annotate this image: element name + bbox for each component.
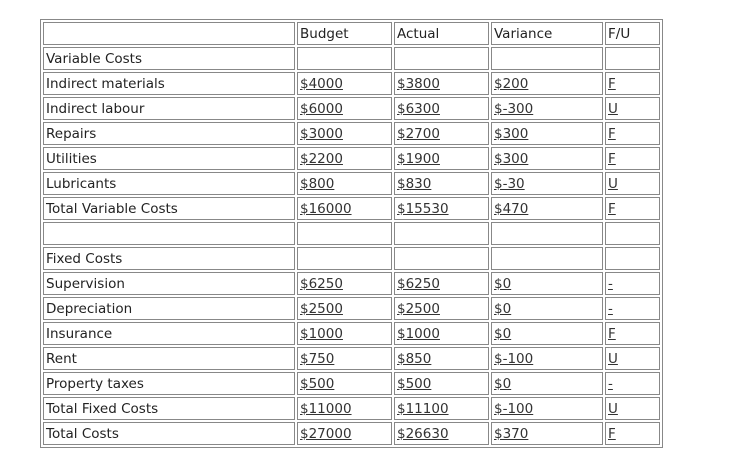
cell-variance-value: $-300 xyxy=(494,100,534,117)
cell-budget xyxy=(297,347,392,370)
cell-budget xyxy=(297,197,392,220)
table-row xyxy=(43,247,660,270)
cell-fu xyxy=(605,422,660,445)
cell-variance-value: $470 xyxy=(494,200,529,217)
cell-fu xyxy=(605,122,660,145)
cell-fu xyxy=(605,372,660,395)
cell-fu-value: F xyxy=(608,75,616,92)
cell-fu xyxy=(605,272,660,295)
cell-budget xyxy=(297,122,392,145)
cell-variance xyxy=(491,72,603,95)
cell-fu xyxy=(605,172,660,195)
header-cell-actual: Actual xyxy=(394,22,489,45)
header-cell-budget: Budget xyxy=(297,22,392,45)
table-row xyxy=(43,297,660,320)
cell-fu xyxy=(605,97,660,120)
cell-actual xyxy=(394,397,489,420)
cell-fu xyxy=(605,397,660,420)
cell-label: Repairs xyxy=(43,122,295,145)
cell-actual xyxy=(394,47,489,70)
cell-budget xyxy=(297,172,392,195)
cell-variance xyxy=(491,322,603,345)
header-cell-variance: Variance xyxy=(491,22,603,45)
table-row xyxy=(43,222,660,245)
cell-variance-value: $-30 xyxy=(494,175,525,192)
cell-fu xyxy=(605,297,660,320)
cell-label: Utilities xyxy=(43,147,295,170)
cell-fu xyxy=(605,322,660,345)
cell-budget xyxy=(297,272,392,295)
cell-label: Total Variable Costs xyxy=(43,197,295,220)
cell-actual-value: $26630 xyxy=(397,425,449,442)
cell-budget xyxy=(297,372,392,395)
table-row xyxy=(43,272,660,295)
cell-actual xyxy=(394,172,489,195)
cell-fu-value: U xyxy=(608,350,618,367)
cell-fu-value: F xyxy=(608,125,616,142)
cell-budget-value: $6000 xyxy=(300,100,343,117)
table-row xyxy=(43,72,660,95)
cell-budget-value: $2500 xyxy=(300,300,343,317)
cell-actual xyxy=(394,197,489,220)
cell-variance xyxy=(491,222,603,245)
table-row xyxy=(43,97,660,120)
cell-fu-value: - xyxy=(608,300,613,317)
cell-fu xyxy=(605,72,660,95)
cell-label: Fixed Costs xyxy=(43,247,295,270)
cell-variance xyxy=(491,297,603,320)
cell-budget-value: $750 xyxy=(300,350,335,367)
cell-label: Lubricants xyxy=(43,172,295,195)
cell-actual xyxy=(394,422,489,445)
cell-variance xyxy=(491,272,603,295)
cell-variance-value: $-100 xyxy=(494,350,534,367)
cell-label: Variable Costs xyxy=(43,47,295,70)
cell-variance xyxy=(491,172,603,195)
cell-fu-value: U xyxy=(608,400,618,417)
table-row xyxy=(43,397,660,420)
table-row xyxy=(43,347,660,370)
cell-variance xyxy=(491,347,603,370)
cell-actual-value: $6250 xyxy=(397,275,440,292)
cell-actual xyxy=(394,297,489,320)
cell-actual xyxy=(394,322,489,345)
cell-label xyxy=(43,222,295,245)
header-cell-fu: F/U xyxy=(605,22,660,45)
cell-budget-value: $6250 xyxy=(300,275,343,292)
table-row xyxy=(43,372,660,395)
cell-variance xyxy=(491,147,603,170)
cell-budget xyxy=(297,47,392,70)
cell-label: Total Fixed Costs xyxy=(43,397,295,420)
cell-label: Property taxes xyxy=(43,372,295,395)
cell-fu-value: F xyxy=(608,150,616,167)
cell-variance-value: $370 xyxy=(494,425,529,442)
cell-fu-value: - xyxy=(608,275,613,292)
cell-budget-value: $500 xyxy=(300,375,335,392)
cell-variance xyxy=(491,397,603,420)
cell-budget xyxy=(297,72,392,95)
cell-variance xyxy=(491,197,603,220)
table-row xyxy=(43,122,660,145)
cell-variance-value: $0 xyxy=(494,375,512,392)
cell-actual-value: $2700 xyxy=(397,125,440,142)
cell-label: Indirect materials xyxy=(43,72,295,95)
cell-actual-value: $1900 xyxy=(397,150,440,167)
cell-budget-value: $11000 xyxy=(300,400,352,417)
cell-actual xyxy=(394,122,489,145)
cell-actual xyxy=(394,372,489,395)
cell-fu-value: U xyxy=(608,100,618,117)
cell-actual-value: $2500 xyxy=(397,300,440,317)
table-body xyxy=(43,22,660,445)
cell-budget xyxy=(297,147,392,170)
cell-budget-value: $3000 xyxy=(300,125,343,142)
cell-actual xyxy=(394,72,489,95)
cell-variance-value: $300 xyxy=(494,125,529,142)
cell-actual xyxy=(394,347,489,370)
cell-variance-value: $200 xyxy=(494,75,529,92)
cell-variance-value: $-100 xyxy=(494,400,534,417)
cell-actual-value: $3800 xyxy=(397,75,440,92)
cell-fu-value: - xyxy=(608,375,613,392)
cell-actual xyxy=(394,222,489,245)
cell-budget-value: $800 xyxy=(300,175,335,192)
cell-variance xyxy=(491,97,603,120)
cell-fu xyxy=(605,347,660,370)
cell-actual-value: $11100 xyxy=(397,400,449,417)
cell-budget xyxy=(297,297,392,320)
cell-variance-value: $0 xyxy=(494,325,512,342)
cell-actual-value: $500 xyxy=(397,375,432,392)
cell-fu-value: F xyxy=(608,425,616,442)
table-row xyxy=(43,147,660,170)
header-row xyxy=(43,22,660,45)
cell-variance xyxy=(491,47,603,70)
table-row xyxy=(43,197,660,220)
cell-variance-value: $0 xyxy=(494,275,512,292)
cell-actual xyxy=(394,247,489,270)
cell-budget xyxy=(297,222,392,245)
cell-budget xyxy=(297,322,392,345)
cell-variance xyxy=(491,247,603,270)
cell-label: Insurance xyxy=(43,322,295,345)
cell-budget-value: $1000 xyxy=(300,325,343,342)
cell-actual-value: $6300 xyxy=(397,100,440,117)
cell-fu xyxy=(605,47,660,70)
cell-fu-value: F xyxy=(608,325,616,342)
cell-label: Rent xyxy=(43,347,295,370)
cell-label: Total Costs xyxy=(43,422,295,445)
cell-actual-value: $1000 xyxy=(397,325,440,342)
cell-actual xyxy=(394,272,489,295)
cell-label: Supervision xyxy=(43,272,295,295)
cell-fu xyxy=(605,222,660,245)
cell-variance xyxy=(491,372,603,395)
cell-fu xyxy=(605,197,660,220)
cell-variance xyxy=(491,422,603,445)
table-row xyxy=(43,322,660,345)
cell-actual-value: $15530 xyxy=(397,200,449,217)
cell-budget-value: $4000 xyxy=(300,75,343,92)
cell-budget xyxy=(297,397,392,420)
cell-actual-value: $850 xyxy=(397,350,432,367)
cell-actual xyxy=(394,147,489,170)
cell-label: Indirect labour xyxy=(43,97,295,120)
cell-label: Depreciation xyxy=(43,297,295,320)
cell-actual-value: $830 xyxy=(397,175,432,192)
header-cell-label xyxy=(43,22,295,45)
cell-budget xyxy=(297,422,392,445)
table-row xyxy=(43,47,660,70)
cell-budget-value: $2200 xyxy=(300,150,343,167)
cell-budget-value: $16000 xyxy=(300,200,352,217)
cell-fu-value: U xyxy=(608,175,618,192)
cell-budget xyxy=(297,97,392,120)
cell-actual xyxy=(394,97,489,120)
cell-variance xyxy=(491,122,603,145)
cell-budget xyxy=(297,247,392,270)
cell-variance-value: $300 xyxy=(494,150,529,167)
budget-variance-table xyxy=(40,19,663,448)
cell-fu-value: F xyxy=(608,200,616,217)
cell-variance-value: $0 xyxy=(494,300,512,317)
cell-fu xyxy=(605,147,660,170)
table-row xyxy=(43,172,660,195)
table-row xyxy=(43,422,660,445)
cell-budget-value: $27000 xyxy=(300,425,352,442)
cell-fu xyxy=(605,247,660,270)
